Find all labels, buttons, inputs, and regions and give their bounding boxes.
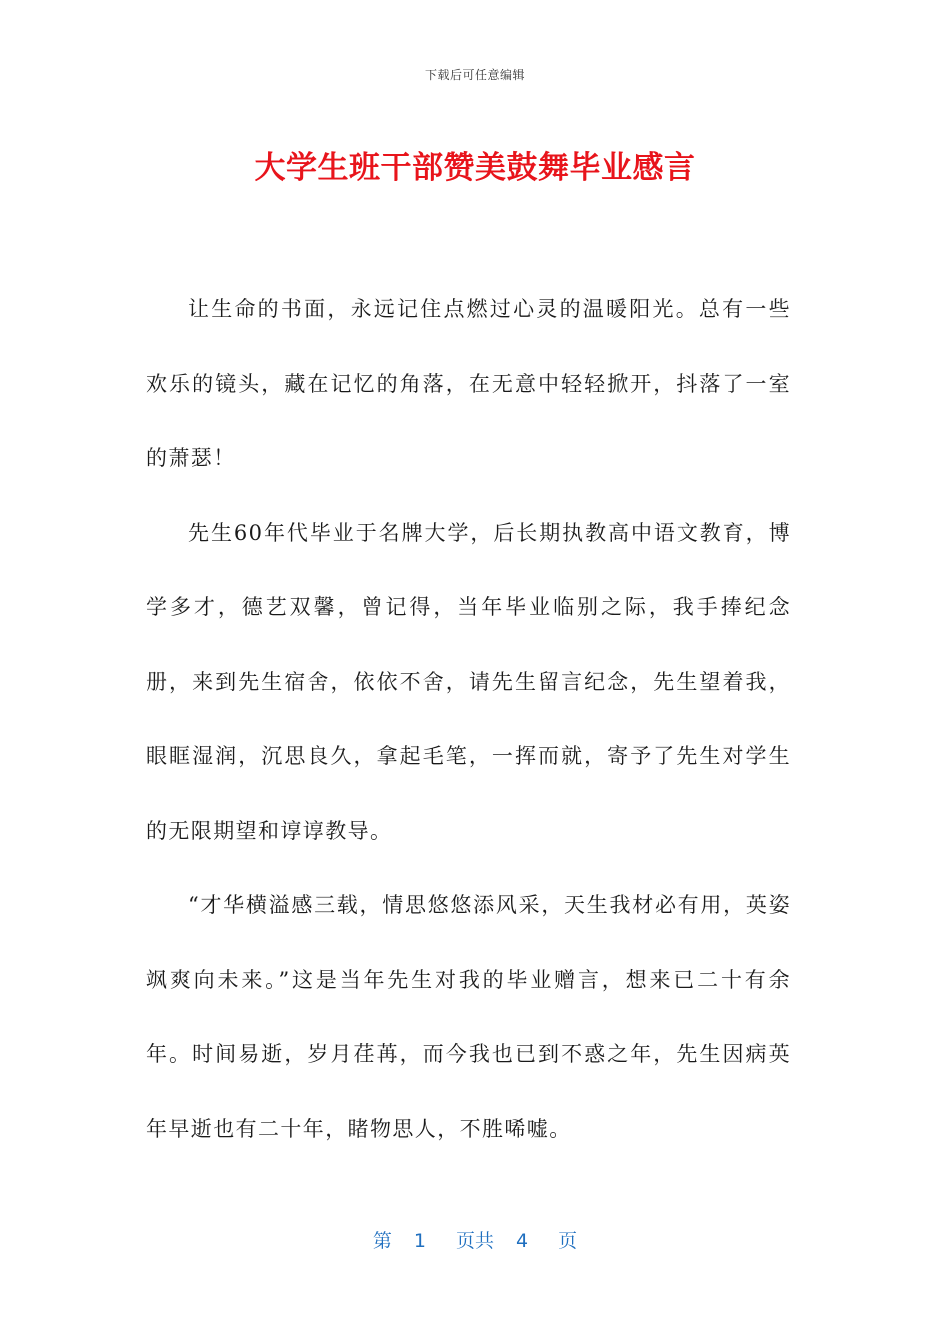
- header-note: 下载后可任意编辑: [424, 68, 525, 82]
- paragraph-2: 先生60年代毕业于名牌大学，后长期执教高中语文教育，博学多才，德艺双馨，曾记得，当年毕业临别之际，我手捧纪念册，来到先生宿舍，依依不舍，请先生留言纪念，先生望着我，眼眶湿润，沉思良久，拿起毛笔，一挥而就，寄予了先生对学生的无限期望和谆谆教导。: [146, 520, 791, 843]
- paragraph-1: 让生命的书面，永远记住点燃过心灵的温暖阳光。总有一些欢乐的镜头，藏在记忆的角落，在无意中轻轻掀开，抖落了一室的萧瑟！: [146, 297, 791, 470]
- footer-total-pages: 4: [516, 1230, 529, 1252]
- footer-of-label: 页共: [455, 1230, 494, 1252]
- document-body: [146, 272, 791, 1166]
- footer-pages-label: 页: [558, 1230, 578, 1252]
- page-footer: [0, 1226, 950, 1253]
- footer-page-label: 第: [372, 1230, 392, 1252]
- footer-page-number: 1: [413, 1230, 426, 1252]
- document-title: 大学生班干部赞美鼓舞毕业感言: [254, 150, 696, 186]
- paragraph-3: “才华横溢感三载，情思悠悠添风采，天生我材必有用，英姿飒爽向未来。”这是当年先生对我的毕业赠言，想来已二十有余年。时间易逝，岁月荏苒，而今我也已到不惑之年，先生因病英年早逝也有二十年，睹物思人，不胜唏嘘。: [146, 893, 791, 1141]
